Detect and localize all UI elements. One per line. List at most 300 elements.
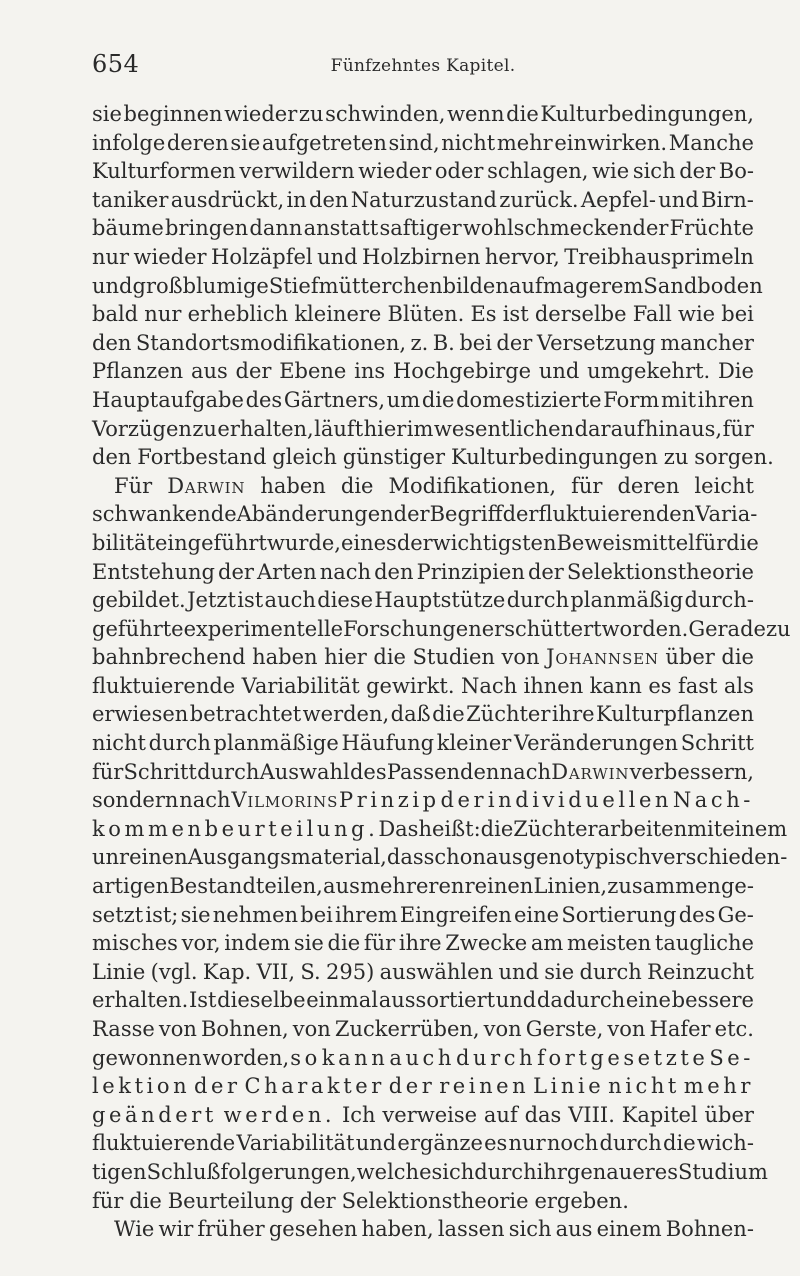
word: bilität	[92, 530, 155, 555]
word: haben,	[361, 1217, 434, 1242]
word: haben	[252, 645, 318, 670]
word: kleiner	[436, 731, 512, 756]
word: und	[538, 359, 580, 384]
word: der	[194, 1074, 241, 1099]
word: Schritt	[123, 759, 197, 784]
word: Bohnen-	[665, 1217, 754, 1242]
word: Wie	[114, 1217, 155, 1242]
word: mehreren	[360, 874, 465, 899]
text-line	[92, 1215, 754, 1244]
word: ergänze	[397, 1131, 483, 1156]
word: im	[406, 416, 434, 441]
word: kommenbeurteilung.	[92, 816, 379, 841]
word: nicht	[441, 130, 496, 155]
word: nehmen	[212, 902, 299, 927]
word: ihren	[697, 387, 754, 412]
word: Varia-	[695, 502, 758, 527]
word: der	[440, 788, 488, 813]
word: einem	[596, 1217, 662, 1242]
word: dadurch	[536, 988, 626, 1013]
word: verbessern,	[629, 759, 754, 784]
text-line	[92, 758, 754, 787]
text-line	[92, 1044, 754, 1073]
word: auf	[508, 273, 543, 298]
word: und	[495, 988, 537, 1013]
text-line	[92, 443, 774, 472]
word: ihrem	[335, 902, 398, 927]
word: das	[524, 1102, 562, 1127]
word: Gärtners,	[283, 387, 386, 412]
word: am	[530, 931, 564, 956]
word: Versetzung	[536, 330, 656, 355]
word: als	[723, 673, 754, 698]
word: Vilmorins	[231, 788, 339, 813]
word: sich	[632, 159, 676, 184]
word: Geradezu	[688, 616, 791, 641]
word: Manche	[668, 130, 754, 155]
word: die	[421, 387, 455, 412]
word: aus	[485, 845, 523, 870]
word: Beurteilung	[167, 1188, 294, 1213]
word: Modifikationen,	[388, 473, 557, 498]
word: wichtigsten	[432, 530, 557, 555]
word: bringen	[165, 216, 249, 241]
word: wurde,	[266, 530, 341, 555]
word: lassen	[437, 1217, 505, 1242]
word: fortgesetzte	[537, 1045, 709, 1070]
word: Arten	[257, 559, 317, 584]
word: ihre	[551, 702, 595, 727]
word: Linien,	[533, 874, 608, 899]
word: Zuckerrüben,	[334, 1017, 480, 1041]
word: Treibhausprimeln	[564, 244, 754, 269]
text-line	[92, 1158, 768, 1187]
word: die	[432, 702, 465, 727]
word: gewirkt.	[366, 673, 455, 698]
word: nur	[508, 1131, 546, 1156]
word: zusammenge-	[607, 874, 754, 899]
word: Studium	[678, 1159, 768, 1184]
word: Früchte	[669, 216, 754, 241]
word: Charakter	[244, 1074, 385, 1099]
word: wir	[158, 1217, 194, 1242]
word: Auswahl	[259, 759, 350, 784]
word: genotypisch	[522, 845, 652, 870]
word: die	[340, 473, 374, 498]
word: der	[235, 359, 272, 384]
text-line	[92, 958, 754, 987]
word: Variabilität	[236, 1131, 355, 1156]
word: eine	[625, 988, 671, 1013]
word: bilden	[442, 273, 509, 298]
word: noch	[546, 1131, 599, 1156]
word: aus	[555, 1217, 593, 1242]
text-line	[92, 729, 754, 758]
word: Vorzügen	[92, 416, 192, 441]
word: VIII.	[568, 1102, 615, 1127]
word: Kulturbedingungen	[450, 445, 658, 470]
word: mit	[687, 816, 723, 841]
word: fast	[677, 673, 718, 698]
word: nach	[179, 788, 231, 813]
text-line	[92, 1015, 754, 1044]
word: ist	[502, 302, 529, 327]
word: die	[506, 102, 539, 126]
word: durch	[506, 588, 569, 613]
word: mehr	[496, 130, 553, 155]
text-line	[92, 586, 754, 615]
word: sorgen.	[694, 445, 774, 470]
word: Passenden	[386, 759, 500, 784]
text-line	[92, 357, 754, 386]
word: Schlußfolgerungen,	[146, 1159, 357, 1184]
word: Stiefmütterchen	[268, 273, 443, 298]
word: für	[92, 1188, 124, 1213]
word: deren	[617, 473, 680, 498]
word: ist;	[145, 902, 179, 927]
word: Variabilität	[241, 673, 360, 698]
word: wie	[592, 159, 630, 184]
word: auch	[389, 1045, 455, 1070]
word: hinaus,	[644, 416, 723, 441]
word: zu	[192, 416, 217, 441]
text-line	[92, 615, 791, 644]
word: durch	[474, 1159, 537, 1184]
text-line	[92, 100, 754, 129]
word: Rasse	[92, 1017, 155, 1041]
word: einmal	[306, 988, 379, 1013]
word: der	[496, 330, 533, 355]
word: Begriff	[429, 502, 503, 527]
text-line	[92, 786, 754, 815]
word: ihnen	[523, 673, 584, 698]
word: nach	[319, 559, 372, 584]
word: der	[527, 559, 564, 584]
word: wohlschmeckender	[462, 216, 669, 241]
word: taniker	[92, 187, 169, 212]
word: sich	[508, 1217, 552, 1242]
word: sind,	[388, 130, 440, 155]
word: VII,	[256, 959, 295, 984]
word: geführte	[92, 616, 184, 641]
word: haben	[260, 473, 326, 498]
word: auswählen	[379, 959, 494, 984]
word: gesehen	[268, 1217, 358, 1242]
word: den	[92, 445, 132, 470]
word: worden,	[202, 1045, 290, 1070]
word: zu	[298, 102, 324, 126]
word: der	[388, 1074, 436, 1099]
word: Kulturpflanzen	[596, 702, 754, 727]
word: setzt	[92, 902, 144, 927]
word: das	[386, 845, 424, 870]
word: Ausgangsmaterial,	[187, 845, 387, 870]
word: sie	[92, 102, 122, 126]
word: wesentlichen	[433, 416, 575, 441]
word: großblumige	[132, 273, 269, 298]
word: Forschungen	[343, 616, 482, 641]
text-line	[92, 815, 788, 844]
word: läuft	[314, 416, 364, 441]
word: durch	[456, 1045, 537, 1070]
word: und	[498, 959, 539, 984]
text-line	[92, 129, 754, 158]
word: Häufung	[341, 731, 435, 756]
body-text	[92, 100, 791, 1244]
word: welche	[356, 1159, 432, 1184]
word: den	[374, 559, 414, 584]
word: diese	[317, 588, 374, 613]
word: Selektionstheorie	[341, 1188, 529, 1213]
text-line	[92, 700, 754, 729]
word: aussortiert	[378, 988, 496, 1013]
word: über	[704, 1102, 754, 1127]
word: nicht	[608, 1074, 680, 1099]
word: des	[245, 387, 283, 412]
word: durch	[197, 759, 260, 784]
word: Nach-	[672, 788, 754, 813]
word: erschüttert	[481, 616, 602, 641]
word: über	[665, 645, 715, 670]
word: der	[502, 502, 539, 527]
word: Abänderungen	[236, 502, 394, 527]
word: auch	[264, 588, 316, 613]
word: eine	[514, 902, 560, 927]
word: Gerste,	[525, 1017, 604, 1041]
word: ergeben.	[534, 1188, 629, 1213]
word: früher	[197, 1217, 265, 1242]
word: lektion	[92, 1074, 191, 1099]
word: so	[290, 1045, 321, 1070]
text-line	[92, 272, 763, 301]
word: Das	[378, 816, 419, 841]
word: Die	[717, 359, 754, 384]
word: die	[726, 530, 759, 555]
word: Form	[603, 387, 660, 412]
word: Ich	[342, 1102, 376, 1127]
text-line	[92, 1187, 754, 1216]
word: schwinden,	[325, 102, 446, 126]
word: Holzäpfel	[211, 244, 313, 269]
word: die	[721, 645, 754, 670]
word: Kapitel	[621, 1102, 698, 1127]
word: Prinzip	[339, 788, 440, 813]
word: nicht	[92, 731, 146, 756]
word: Bo-	[718, 159, 754, 184]
word: experimentelle	[183, 616, 344, 641]
word: Standortsmodifikationen,	[135, 330, 407, 355]
text-line	[92, 386, 754, 415]
word: taugliche	[654, 931, 754, 956]
word: der	[393, 502, 430, 527]
word: Ist	[188, 988, 217, 1013]
word: durch-	[684, 588, 754, 613]
word: Schritt	[680, 731, 754, 756]
text-line	[92, 186, 754, 215]
word: die	[129, 1188, 162, 1213]
word: und	[92, 273, 133, 298]
text-line	[92, 901, 754, 930]
word: Bohnen,	[200, 1017, 289, 1041]
word: fluktuierende	[92, 673, 236, 698]
word: mancher	[660, 330, 754, 355]
word: Linie	[533, 1074, 605, 1099]
word: der	[218, 559, 254, 584]
word: Kulturbedingungen,	[540, 102, 754, 126]
word: der	[396, 530, 433, 555]
word: aufgetreten	[261, 130, 387, 155]
word: in	[286, 187, 307, 212]
word: Reinzucht	[647, 959, 754, 984]
word: worden.	[601, 616, 689, 641]
text-line	[92, 1101, 754, 1130]
word: ihre	[398, 931, 442, 956]
page-header	[92, 50, 754, 82]
word: wieder	[224, 102, 298, 126]
word: verschieden-	[651, 845, 788, 870]
word: für	[571, 473, 603, 498]
word: Holzbirnen	[362, 244, 481, 269]
word: dann	[249, 216, 303, 241]
word: erhalten,	[217, 416, 314, 441]
text-line	[92, 929, 754, 958]
word: auf	[483, 1102, 518, 1127]
text-line	[92, 300, 754, 329]
word: mit	[660, 387, 697, 412]
word: Entstehung	[92, 559, 215, 584]
word: Kulturformen	[92, 159, 236, 184]
word: günstiger	[342, 445, 446, 470]
word: bei	[300, 902, 333, 927]
word: von	[292, 1017, 331, 1041]
word: Pflanzen	[92, 359, 184, 384]
word: bei	[721, 302, 754, 327]
word: kann	[321, 1045, 389, 1070]
word: sie	[230, 130, 261, 155]
word: oder	[434, 159, 484, 184]
word: wieder	[133, 244, 207, 269]
word: schwankende	[92, 502, 237, 527]
word: ins	[354, 359, 386, 384]
word: erwiesen	[92, 702, 189, 727]
word: deren	[166, 130, 229, 155]
word: werden,	[302, 702, 390, 727]
text-line	[92, 672, 754, 701]
word: zu	[663, 445, 689, 470]
word: gleich	[272, 445, 337, 470]
word: die	[373, 645, 406, 670]
word: Linie	[92, 959, 146, 984]
text-line	[92, 529, 759, 558]
word: eingeführt	[155, 530, 267, 555]
word: ihr	[536, 1159, 567, 1184]
word: heißt:	[418, 816, 481, 841]
word: sondern	[92, 788, 179, 813]
word: des	[678, 902, 716, 927]
text-line	[92, 872, 754, 901]
word: B.	[432, 330, 455, 355]
word: den	[92, 330, 132, 355]
word: des	[349, 759, 387, 784]
word: ist	[237, 588, 264, 613]
word: wie	[677, 302, 716, 327]
word: durch	[148, 731, 211, 756]
word: Birn-	[701, 187, 754, 212]
word: Prinzipien	[416, 559, 525, 584]
word: es	[484, 1131, 508, 1156]
word: einem	[722, 816, 788, 841]
word: daß	[390, 702, 431, 727]
word: beginnen	[123, 102, 223, 126]
text-line	[92, 986, 754, 1015]
text-line	[92, 1072, 754, 1101]
word: artigen	[92, 874, 170, 899]
word: Blüten.	[387, 302, 465, 327]
word: sie	[544, 959, 575, 984]
word: wieder	[358, 159, 432, 184]
text-line	[92, 214, 754, 243]
word: bahnbrechend	[92, 645, 246, 670]
word: betrachtet	[189, 702, 302, 727]
word: die	[480, 816, 514, 841]
word: schon	[423, 845, 486, 870]
word: Nach	[460, 673, 518, 698]
word: durch	[579, 959, 642, 984]
word: darauf	[574, 416, 645, 441]
word: Hochgebirge	[392, 359, 532, 384]
word: Fall	[632, 302, 672, 327]
word: für	[363, 931, 396, 956]
word: Veränderungen	[513, 731, 679, 756]
word: arbeiten	[597, 816, 688, 841]
word: reinen	[439, 1074, 530, 1099]
word: einwirken.	[554, 130, 668, 155]
word: Hafer	[649, 1017, 711, 1041]
word: hier	[324, 645, 367, 670]
word: saftiger	[379, 216, 462, 241]
word: Züchter	[513, 816, 598, 841]
word: bei	[459, 330, 492, 355]
word: bald	[92, 302, 139, 327]
word: wenn	[447, 102, 505, 126]
word: mehr	[683, 1074, 754, 1099]
word: Eingreifen	[399, 902, 512, 927]
running-head: Fünfzehntes Kapitel.	[330, 56, 516, 76]
word: leicht	[694, 473, 754, 498]
word: domestizierte	[456, 387, 602, 412]
word: unreinen	[92, 845, 188, 870]
word: fluktuierenden	[538, 502, 696, 527]
word: z.	[410, 330, 429, 355]
word: und	[355, 1131, 397, 1156]
word: von	[483, 1017, 522, 1041]
word: Darwin	[167, 473, 246, 498]
word: kann	[589, 673, 642, 698]
word: aus	[323, 874, 360, 899]
word: indem	[224, 931, 291, 956]
word: sie	[180, 902, 211, 927]
word: den	[309, 187, 349, 212]
word: von	[501, 645, 540, 670]
page-number: 654	[92, 50, 140, 78]
word: genaueres	[566, 1159, 678, 1184]
word: vor,	[181, 931, 221, 956]
word: Hauptaufgabe	[92, 387, 244, 412]
word: Sandboden	[643, 273, 763, 298]
word: aus	[190, 359, 228, 384]
text-line	[92, 243, 754, 272]
word: Aepfel-	[580, 187, 656, 212]
